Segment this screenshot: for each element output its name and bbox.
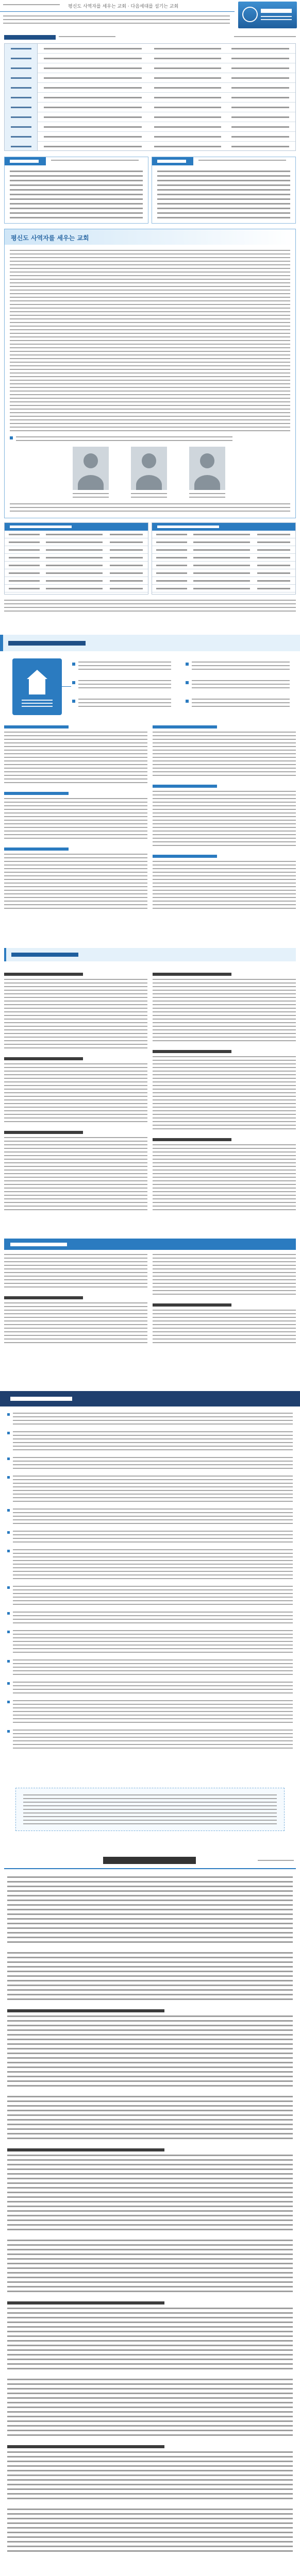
article-rule (4, 1868, 296, 1869)
kingdom-column-left (4, 969, 147, 1230)
text-block (153, 1310, 296, 1346)
subheading (4, 848, 69, 851)
subheading (153, 725, 217, 728)
announcement-text (13, 1457, 293, 1471)
person-photo-icon (73, 447, 109, 490)
text-block (153, 1254, 296, 1297)
church-logo (238, 2, 297, 28)
text-block (4, 1254, 147, 1290)
announcement-item (7, 1413, 293, 1427)
subheading (153, 973, 231, 976)
header-text (3, 15, 230, 26)
paragraph (7, 1876, 293, 1946)
list-item (78, 680, 171, 691)
announcements-title (10, 1397, 72, 1401)
vision-text (10, 250, 290, 434)
bullet-icon (7, 1612, 10, 1615)
announcement-text (13, 1509, 293, 1527)
announcement-text (13, 1531, 293, 1545)
header-rule (0, 11, 235, 12)
vision-title-strip (5, 229, 295, 245)
bullet-text (16, 436, 232, 444)
subheading (153, 785, 217, 788)
announcement-item (7, 1586, 293, 1607)
subheading (4, 1057, 83, 1060)
subheading (7, 2301, 164, 2304)
text-block (4, 1137, 147, 1213)
announcement-item (7, 1431, 293, 1453)
announcements-list (7, 1413, 293, 1783)
schedule-table-left-header (5, 523, 148, 531)
worship-col-order (44, 44, 142, 150)
announcements-note-box (15, 1788, 285, 1831)
announcement-item (7, 1730, 293, 1751)
worship-box (152, 157, 296, 224)
bullet-icon (7, 1432, 10, 1434)
text-block (153, 732, 296, 778)
logo-name (261, 9, 292, 13)
worship-box-text (157, 171, 290, 220)
bullet-icon (7, 1531, 10, 1534)
table-col (257, 531, 290, 592)
sermon-box-ref (51, 160, 139, 163)
text-block (4, 1063, 147, 1125)
table-col (156, 531, 187, 592)
paragraph (7, 2509, 293, 2555)
person-photo-icon (131, 447, 167, 490)
announcement-text (13, 1612, 293, 1626)
schedule-table-right-header (152, 523, 295, 531)
sermon-box-text (10, 171, 143, 220)
text-block (153, 979, 296, 1044)
bullet-icon (7, 1701, 10, 1703)
logo-subtext (261, 16, 292, 22)
diagram-connector (62, 686, 71, 687)
table-col (193, 531, 250, 592)
vision-footer-text (10, 503, 290, 514)
bullet-icon (7, 1476, 10, 1479)
diagram-label (22, 700, 53, 709)
subheading (4, 973, 83, 976)
bullet-icon (7, 1586, 10, 1589)
announcement-text (13, 1682, 293, 1696)
table-header-label (157, 526, 219, 528)
announcement-item (7, 1700, 293, 1725)
person-photo-icon (189, 447, 225, 490)
text-block (4, 732, 147, 786)
kingdom-column-right (153, 969, 296, 1230)
announcement-text (13, 1586, 293, 1607)
mission-column-left (4, 721, 147, 938)
text-block (4, 979, 147, 1051)
church-logo-icon (242, 7, 258, 22)
table-col (110, 531, 143, 592)
list-bullet-icon (72, 700, 75, 703)
announcement-text (13, 1659, 293, 1677)
worship-labels (11, 44, 31, 150)
announcement-text (13, 1476, 293, 1504)
text-block (4, 1302, 147, 1346)
worship-box-tab (152, 157, 193, 165)
announcement-item (7, 1549, 293, 1582)
bullet-icon (7, 1730, 10, 1733)
note-text (23, 1794, 277, 1825)
text-block (153, 1056, 296, 1132)
mission-column-right (153, 721, 296, 938)
list-bullet-icon (186, 700, 189, 703)
worship-col-time (231, 44, 289, 150)
subheading (7, 2009, 164, 2012)
table-col (9, 531, 40, 592)
sermon-box-tab (5, 157, 46, 165)
list-item (192, 699, 290, 709)
text-block (153, 791, 296, 849)
mission-title-strip (0, 635, 300, 651)
announcement-text (13, 1700, 293, 1725)
announcement-text (13, 1630, 293, 1655)
announcement-text (13, 1413, 293, 1427)
church-motto: 평신도 사역자를 세우는 교회 · 다음세대를 섬기는 교회 (68, 4, 179, 9)
issue-info (3, 4, 60, 8)
bullet-icon (7, 1631, 10, 1633)
subheading (153, 1138, 231, 1141)
text-block (4, 798, 147, 841)
subheading (4, 1296, 83, 1299)
announcement-text (13, 1431, 293, 1453)
paragraph (7, 1952, 293, 2003)
worship-box-tab-label (157, 160, 186, 163)
bullet-icon (7, 1413, 10, 1416)
vision-title: 평신도 사역자를 세우는 교회 (11, 234, 89, 242)
text-block (153, 1144, 296, 1213)
photo-caption (131, 493, 167, 499)
announcement-text (13, 1549, 293, 1582)
list-bullet-icon (72, 681, 75, 684)
paragraph (7, 2308, 293, 2372)
schedule-table-right (152, 522, 296, 595)
list-bullet-icon (72, 663, 75, 666)
bullet-icon (10, 436, 13, 439)
photo-caption (73, 493, 109, 499)
table-header-label (10, 526, 72, 528)
article-body (7, 1876, 293, 2576)
schedule-table-left (4, 522, 148, 595)
announcement-item (7, 1612, 293, 1626)
article-date (258, 1860, 294, 1863)
text-block (153, 861, 296, 911)
worship-note (234, 36, 296, 39)
list-item (78, 662, 171, 672)
kingdom-title (11, 953, 78, 957)
photo-caption (189, 493, 225, 499)
announcements-header (0, 1391, 300, 1406)
subheading (153, 855, 217, 858)
mission-title (8, 641, 86, 646)
bullet-icon (7, 1682, 10, 1685)
worship-title (4, 35, 56, 40)
news-title (10, 1243, 67, 1246)
subheading (7, 2148, 164, 2151)
article-title (103, 1857, 196, 1864)
worship-date (59, 36, 115, 39)
bullet-icon (7, 1550, 10, 1552)
table-footnotes (4, 600, 296, 614)
worship-table (4, 43, 296, 151)
announcement-item (7, 1509, 293, 1527)
vision-section (4, 229, 296, 518)
paragraph (7, 2451, 293, 2502)
subheading (4, 725, 69, 728)
mission-diagram (12, 658, 62, 715)
kingdom-title-strip (4, 948, 296, 961)
list-item (78, 699, 171, 709)
table-col (46, 531, 103, 592)
vision-bullets (10, 436, 290, 444)
subheading (153, 1050, 231, 1053)
worship-box-ref (198, 160, 286, 163)
subheading (4, 792, 69, 795)
news-column-left (4, 1254, 147, 1361)
mission-title-accent (0, 635, 3, 651)
announcement-item (7, 1476, 293, 1504)
church-building-icon (27, 670, 47, 679)
news-header (4, 1239, 296, 1250)
list-item (192, 662, 290, 672)
bullet-icon (7, 1660, 10, 1663)
paragraph (7, 2240, 293, 2295)
announcement-item (7, 1531, 293, 1545)
paragraph (7, 2155, 293, 2233)
paragraph (7, 2096, 293, 2142)
news-column-right (153, 1254, 296, 1361)
subheading (7, 2445, 164, 2448)
bullet-icon (7, 1509, 10, 1512)
sermon-box-tab-label (10, 160, 39, 163)
list-item (192, 680, 290, 691)
subheading (153, 1303, 231, 1307)
paragraph (7, 2015, 293, 2090)
announcement-item (7, 1630, 293, 1655)
list-bullet-icon (186, 681, 189, 684)
worship-col-leader (154, 44, 221, 150)
diagram-list-right (186, 662, 294, 713)
list-bullet-icon (186, 663, 189, 666)
announcement-item (7, 1682, 293, 1696)
diagram-list-left (72, 662, 175, 713)
bullet-icon (7, 1458, 10, 1460)
sermon-box (4, 157, 148, 224)
announcement-item (7, 1659, 293, 1677)
announcement-text (13, 1730, 293, 1751)
announcement-item (7, 1457, 293, 1471)
subheading (4, 1131, 83, 1134)
paragraph (7, 2379, 293, 2439)
text-block (4, 854, 147, 911)
church-building-body (29, 679, 45, 694)
